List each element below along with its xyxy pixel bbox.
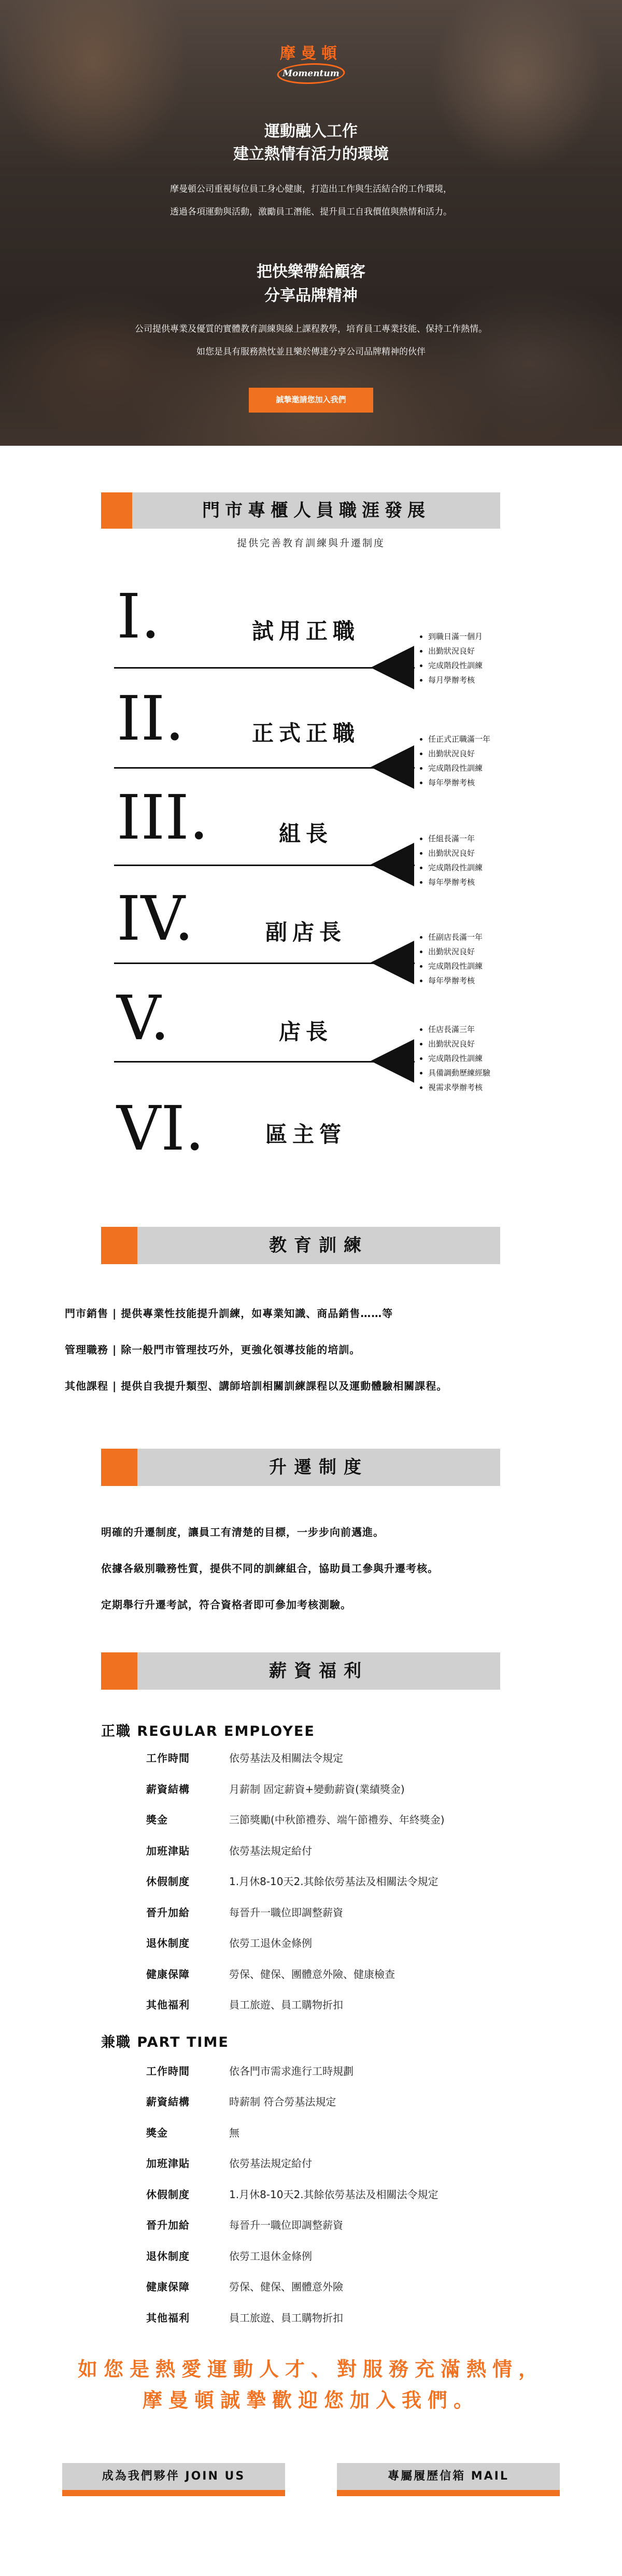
level-requirements-4 — [420, 930, 483, 988]
row-label: 健康保障 — [146, 1968, 190, 1980]
regular-row-promotion-raise — [146, 1904, 540, 1923]
part-time-heading: 兼職 PART TIME — [101, 2034, 229, 2050]
closing-line-1: 如您是熱愛運動人才、對服務充滿熱情， — [77, 2358, 544, 2381]
level-title-2: 正式正職 — [251, 720, 360, 746]
closing-line-2: 摩曼頓誠摯歡迎您加入我們。 — [142, 2389, 479, 2412]
level-arrow-icon-1 — [371, 646, 414, 689]
requirement-item: 出勤狀況良好 — [420, 846, 483, 860]
hero-headline-3: 把快樂帶給顧客 — [257, 263, 365, 281]
row-value: 勞保、健保、團體意外險、健康檢查 — [229, 1968, 395, 1980]
row-value: 時薪制 符合勞基法規定 — [229, 2096, 336, 2108]
row-value: 依勞工退休金條例 — [229, 2250, 312, 2262]
level-divider-3 — [114, 865, 415, 866]
regular-row-other — [146, 1997, 540, 2015]
row-label: 休假制度 — [146, 2188, 190, 2201]
row-label: 其他福利 — [146, 2312, 190, 2324]
parttime-row-bonus — [146, 2125, 540, 2143]
parttime-row-work-hours — [146, 2063, 540, 2082]
level-roman-4: IV. — [117, 883, 194, 954]
level-divider-5 — [114, 1061, 415, 1063]
header-accent-bar — [101, 492, 132, 529]
promotion-line-3: 定期舉行升遷考試，符合資格者即可參加考核測驗。 — [101, 1598, 351, 1611]
join-us-button[interactable] — [62, 2463, 285, 2496]
row-value: 依勞基法及相關法令規定 — [229, 1752, 343, 1764]
requirement-item: 任正式正職滿一年 — [420, 732, 490, 746]
row-label: 工作時間 — [146, 2065, 190, 2077]
parttime-row-promotion-raise — [146, 2217, 540, 2235]
level-requirements-1 — [420, 629, 483, 687]
resume-mail-button[interactable] — [337, 2463, 560, 2496]
row-label: 晉升加給 — [146, 1906, 190, 1919]
row-label: 休假制度 — [146, 1875, 190, 1888]
header-accent-bar — [101, 1652, 137, 1690]
regular-row-health — [146, 1966, 540, 1985]
promotion-section-title: 升遷制度 — [269, 1457, 369, 1478]
row-label: 加班津貼 — [146, 2157, 190, 2170]
requirement-item: 每月學辦考核 — [420, 673, 483, 687]
training-section-title: 教育訓練 — [269, 1235, 369, 1256]
level-roman-1: I. — [117, 581, 161, 652]
row-value: 無 — [229, 2127, 239, 2139]
regular-row-retirement — [146, 1935, 540, 1954]
row-label: 退休制度 — [146, 2250, 190, 2262]
level-divider-1 — [114, 667, 415, 669]
header-accent-bar — [101, 1227, 137, 1264]
level-roman-2: II. — [117, 683, 185, 754]
join-invite-button[interactable]: 誠摯邀請您加入我們 — [249, 388, 373, 413]
career-section-title: 門市專櫃人員職涯發展 — [202, 500, 430, 521]
row-label: 健康保障 — [146, 2281, 190, 2293]
resume-mail-label: 專屬履歷信箱 MAIL — [388, 2470, 509, 2483]
level-requirements-2 — [420, 732, 490, 790]
requirement-item: 任副店長滿一年 — [420, 930, 483, 944]
level-arrow-icon-4 — [371, 941, 414, 984]
training-line-3: 其他課程 | 提供自我提升類型、講師培訓相關訓練課程以及運動體驗相關課程。 — [65, 1380, 448, 1392]
salary-section-header — [101, 1652, 500, 1690]
row-label: 工作時間 — [146, 1752, 190, 1764]
promotion-line-1: 明確的升遷制度，讓員工有清楚的目標，一步步向前邁進。 — [101, 1526, 384, 1538]
level-title-5: 店長 — [278, 1019, 333, 1044]
regular-row-work-hours — [146, 1750, 540, 1768]
level-title-3: 組長 — [278, 821, 333, 846]
requirement-item: 任組長滿一年 — [420, 831, 483, 846]
level-divider-2 — [114, 767, 415, 769]
level-requirements-5 — [420, 1022, 490, 1095]
training-section-header — [101, 1227, 500, 1264]
hero-headline-1: 運動融入工作 — [264, 122, 358, 140]
requirement-item: 完成階段性訓練 — [420, 658, 483, 673]
requirement-item: 具備調動歷練經驗 — [420, 1066, 490, 1080]
career-section-header — [101, 492, 500, 529]
row-value: 依勞基法規定給付 — [229, 1845, 312, 1857]
career-subtitle: 提供完善教育訓練與升遷制度 — [236, 537, 385, 549]
row-label: 加班津貼 — [146, 1845, 190, 1857]
requirement-item: 出勤狀況良好 — [420, 1037, 490, 1051]
requirement-item: 到職日滿一個月 — [420, 629, 483, 644]
requirement-item: 完成階段性訓練 — [420, 959, 483, 973]
row-value: 員工旅遊、員工購物折扣 — [229, 2312, 343, 2324]
level-title-6: 區主管 — [265, 1122, 346, 1147]
row-label: 獎金 — [146, 1814, 168, 1826]
level-roman-6: VI. — [117, 1093, 205, 1164]
row-value: 月薪制 固定薪資+變動薪資(業績獎金) — [229, 1783, 405, 1795]
row-value: 三節獎勵(中秋節禮券、端午節禮券、年終獎金) — [229, 1814, 445, 1826]
row-label: 薪資結構 — [146, 1783, 190, 1795]
regular-row-bonus — [146, 1811, 540, 1830]
row-value: 依勞工退休金條例 — [229, 1937, 312, 1949]
regular-row-pay-structure — [146, 1781, 540, 1800]
row-label: 其他福利 — [146, 1999, 190, 2011]
hero-banner — [0, 0, 622, 446]
requirement-item: 出勤狀況良好 — [420, 944, 483, 959]
requirement-item: 完成階段性訓練 — [420, 860, 483, 875]
parttime-row-pay-structure — [146, 2093, 540, 2112]
level-title-4: 副店長 — [265, 919, 346, 945]
regular-row-leave — [146, 1873, 540, 1892]
brand-name-cn: 摩曼頓 — [280, 45, 342, 63]
row-value: 勞保、健保、團體意外險 — [229, 2281, 343, 2293]
parttime-row-retirement — [146, 2248, 540, 2267]
row-value: 1.月休8-10天2.其餘依勞基法及相關法令規定 — [229, 1875, 439, 1888]
parttime-row-other — [146, 2310, 540, 2328]
promotion-section-header — [101, 1449, 500, 1486]
promotion-line-2: 依據各級別職務性質，提供不同的訓練組合，協助員工參與升遷考核。 — [101, 1562, 439, 1575]
hero-paragraph-2b: 如您是具有服務熱忱並且樂於傳達分享公司品牌精神的伙伴 — [196, 347, 426, 357]
row-value: 每晉升一職位即調整薪資 — [229, 1906, 343, 1919]
requirement-item: 出勤狀況良好 — [420, 746, 490, 761]
salary-section-title: 薪資福利 — [269, 1661, 369, 1681]
regular-row-overtime — [146, 1843, 540, 1861]
hero-paragraph-2a: 公司提供專業及優質的實體教育訓練與線上課程教學，培育員工專業技能、保持工作熱情。 — [135, 324, 487, 334]
row-value: 依勞基法規定給付 — [229, 2157, 312, 2170]
level-arrow-icon-3 — [371, 843, 414, 886]
row-label: 薪資結構 — [146, 2096, 190, 2108]
level-roman-3: III. — [117, 782, 209, 853]
requirement-item: 每年學辦考核 — [420, 775, 490, 790]
level-arrow-icon-2 — [371, 745, 414, 789]
parttime-row-overtime — [146, 2155, 540, 2174]
hero-paragraph-1b: 透過各項運動與活動，激勵員工潛能、提升員工自我價值與熱情和活力。 — [170, 207, 452, 217]
row-label: 晉升加給 — [146, 2219, 190, 2231]
row-value: 1.月休8-10天2.其餘依勞基法及相關法令規定 — [229, 2188, 439, 2201]
row-label: 獎金 — [146, 2127, 168, 2139]
requirement-item: 每年學辦考核 — [420, 875, 483, 889]
row-value: 每晉升一職位即調整薪資 — [229, 2219, 343, 2231]
header-accent-bar — [101, 1449, 137, 1486]
row-label: 退休制度 — [146, 1937, 190, 1949]
regular-employee-heading: 正職 REGULAR EMPLOYEE — [101, 1723, 315, 1739]
requirement-item: 出勤狀況良好 — [420, 644, 483, 658]
hero-headline-4: 分享品牌精神 — [264, 287, 358, 305]
level-arrow-icon-5 — [371, 1039, 414, 1083]
level-requirements-3 — [420, 831, 483, 889]
parttime-row-leave — [146, 2186, 540, 2205]
hero-headline-2: 建立熱情有活力的環境 — [233, 145, 389, 163]
level-roman-5: V. — [117, 982, 170, 1054]
join-us-label: 成為我們夥伴 JOIN US — [102, 2470, 246, 2483]
brand-name-en: Momentum — [282, 68, 340, 79]
parttime-row-health — [146, 2278, 540, 2297]
level-divider-4 — [114, 963, 415, 964]
requirement-item: 視需求學辦考核 — [420, 1080, 490, 1095]
requirement-item: 任店長滿三年 — [420, 1022, 490, 1037]
level-title-1: 試用正職 — [251, 618, 360, 644]
requirement-item: 完成階段性訓練 — [420, 1051, 490, 1066]
row-value: 員工旅遊、員工購物折扣 — [229, 1999, 343, 2011]
brand-logo — [277, 63, 345, 84]
requirement-item: 每年學辦考核 — [420, 973, 483, 988]
requirement-item: 完成階段性訓練 — [420, 761, 490, 775]
row-value: 依各門市需求進行工時規劃 — [229, 2065, 354, 2077]
hero-paragraph-1a: 摩曼頓公司重視每位員工身心健康，打造出工作與生活結合的工作環境， — [170, 184, 452, 194]
training-line-1: 門市銷售 | 提供專業性技能提升訓練，如專業知識、商品銷售……等 — [65, 1307, 393, 1320]
training-line-2: 管理職務 | 除一般門市管理技巧外，更強化領導技能的培訓。 — [65, 1343, 361, 1356]
